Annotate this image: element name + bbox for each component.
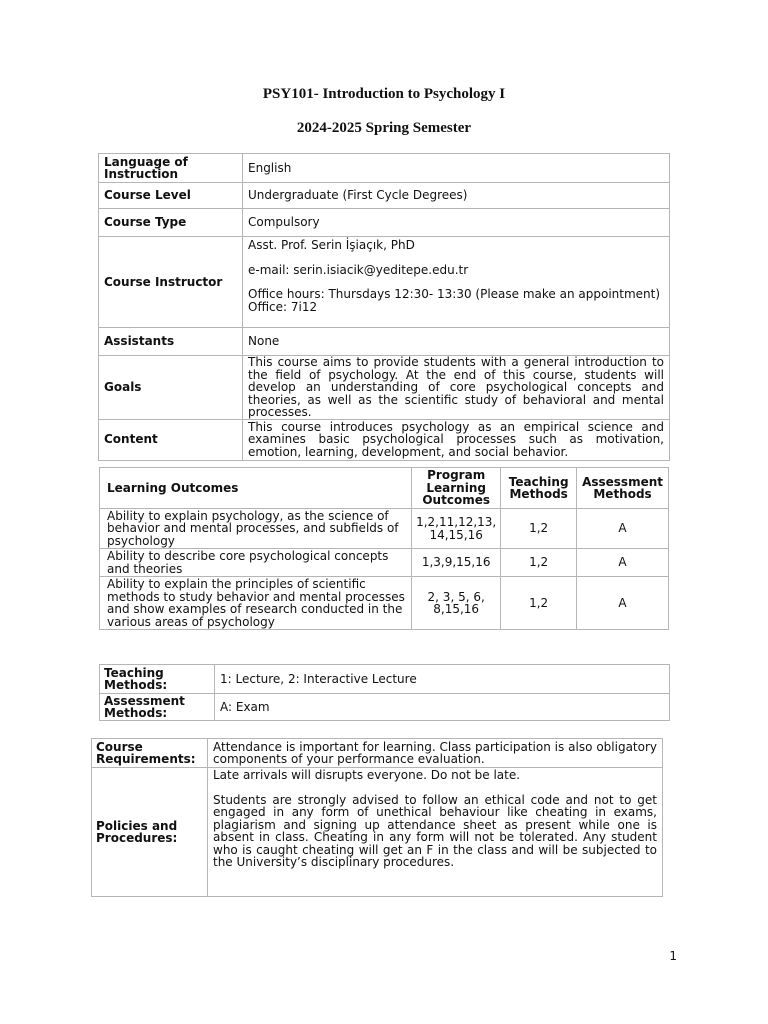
policies-table: [91, 738, 663, 897]
teaching-methods-row: [100, 665, 670, 694]
assessment-methods-header: Assessment Methods: [577, 468, 669, 509]
outcome-text: Ability to explain the principles of scientific methods to study behavior and mental processes and show examples of research conducted in the various areas of psychology: [100, 577, 412, 630]
assessment-methods-cell: A: [577, 577, 669, 630]
teaching-methods-header: Teaching Methods: [501, 468, 577, 509]
program-outcomes-header: Program Learning Outcomes: [412, 468, 501, 509]
teaching-methods-cell: 1,2: [501, 549, 577, 577]
goals-value: This course aims to provide students with a general introduction to the field of psychology. At the end of this course, students will develop an understanding of core psychological concepts and theories, as well as the scientific study of behavioral and mental processes.: [243, 356, 670, 420]
level-value: Undergraduate (First Cycle Degrees): [243, 183, 670, 209]
policies-paragraph-late: Late arrivals will disrupts everyone. Do not be late.: [213, 768, 521, 782]
teaching-methods-label: Teaching Methods:: [100, 665, 215, 694]
requirements-value: Attendance is important for learning. Class participation is also obligatory components of your performance evaluation.: [208, 739, 663, 768]
table-row: [100, 577, 669, 630]
content-row: [99, 419, 670, 460]
goals-label: Goals: [99, 356, 243, 420]
semester-title: 2024-2025 Spring Semester: [296, 120, 472, 136]
outcomes-header: Learning Outcomes: [100, 468, 412, 509]
instructor-label: Course Instructor: [99, 237, 243, 328]
instructor-email: e-mail: serin.isiacik@yeditepe.edu.tr: [248, 262, 469, 277]
type-label: Course Type: [99, 209, 243, 237]
language-value: English: [243, 154, 670, 183]
program-outcomes-cell: 1,2,11,12,13, 14,15,16: [412, 509, 501, 549]
outcomes-header-row: [100, 468, 669, 509]
table-row: [100, 509, 669, 549]
instructor-office: Office: 7i12: [248, 299, 318, 314]
policies-paragraph-ethics: Students are strongly advised to follow an ethical code and not to get engaged in any form of unethical behaviour like cheating in exams, plagiarism and signing up attendance sheet as present while one is absent in class. Cheating in any form will not be tolerated. Any student who is caught cheating will get an F in the class and will be subjected to the University’s disciplinary procedures.: [213, 792, 657, 869]
teaching-methods-cell: 1,2: [501, 577, 577, 630]
methods-table: [99, 664, 670, 721]
assessment-methods-label: Assessment Methods:: [100, 694, 215, 721]
type-value: Compulsory: [243, 209, 670, 237]
language-row: [99, 154, 670, 183]
instructor-hours: Office hours: Thursdays 12:30- 13:30 (Please make an appointment): [248, 287, 661, 301]
instructor-row: [99, 237, 670, 328]
course-info-table: [98, 153, 670, 461]
assessment-methods-row: [100, 694, 670, 721]
program-outcomes-cell: 1,3,9,15,16: [412, 549, 501, 577]
outcome-text: Ability to explain psychology, as the science of behavior and mental processes, and subfields of psychology: [100, 509, 412, 549]
language-label: Language of Instruction: [99, 154, 243, 183]
page-number: 1: [669, 949, 677, 963]
teaching-methods-value: 1: Lecture, 2: Interactive Lecture: [215, 665, 670, 694]
content-label: Content: [99, 419, 243, 460]
level-row: [99, 183, 670, 209]
requirements-label: Course Requirements:: [92, 739, 208, 768]
assessment-methods-cell: A: [577, 549, 669, 577]
assistants-value: None: [243, 328, 670, 356]
level-label: Course Level: [99, 183, 243, 209]
instructor-value: [243, 237, 670, 328]
assistants-label: Assistants: [99, 328, 243, 356]
table-row: [100, 549, 669, 577]
goals-row: [99, 356, 670, 420]
assistants-row: [99, 328, 670, 356]
program-outcomes-cell: 2, 3, 5, 6, 8,15,16: [412, 577, 501, 630]
instructor-name: Asst. Prof. Serin İşiaçık, PhD: [248, 238, 415, 252]
course-title: PSY101- Introduction to Psychology I: [262, 86, 506, 102]
policies-label: Policies and Procedures:: [92, 768, 208, 897]
assessment-methods-value: A: Exam: [215, 694, 670, 721]
assessment-methods-cell: A: [577, 509, 669, 549]
outcome-text: Ability to describe core psychological concepts and theories: [100, 549, 412, 577]
type-row: [99, 209, 670, 237]
teaching-methods-cell: 1,2: [501, 509, 577, 549]
learning-outcomes-table: [99, 467, 669, 630]
policies-value: [208, 768, 663, 897]
policies-row: [92, 768, 663, 897]
content-value: This course introduces psychology as an empirical science and examines basic psychological processes such as motivation, emotion, learning, development, and social behavior.: [243, 419, 670, 460]
requirements-row: [92, 739, 663, 768]
